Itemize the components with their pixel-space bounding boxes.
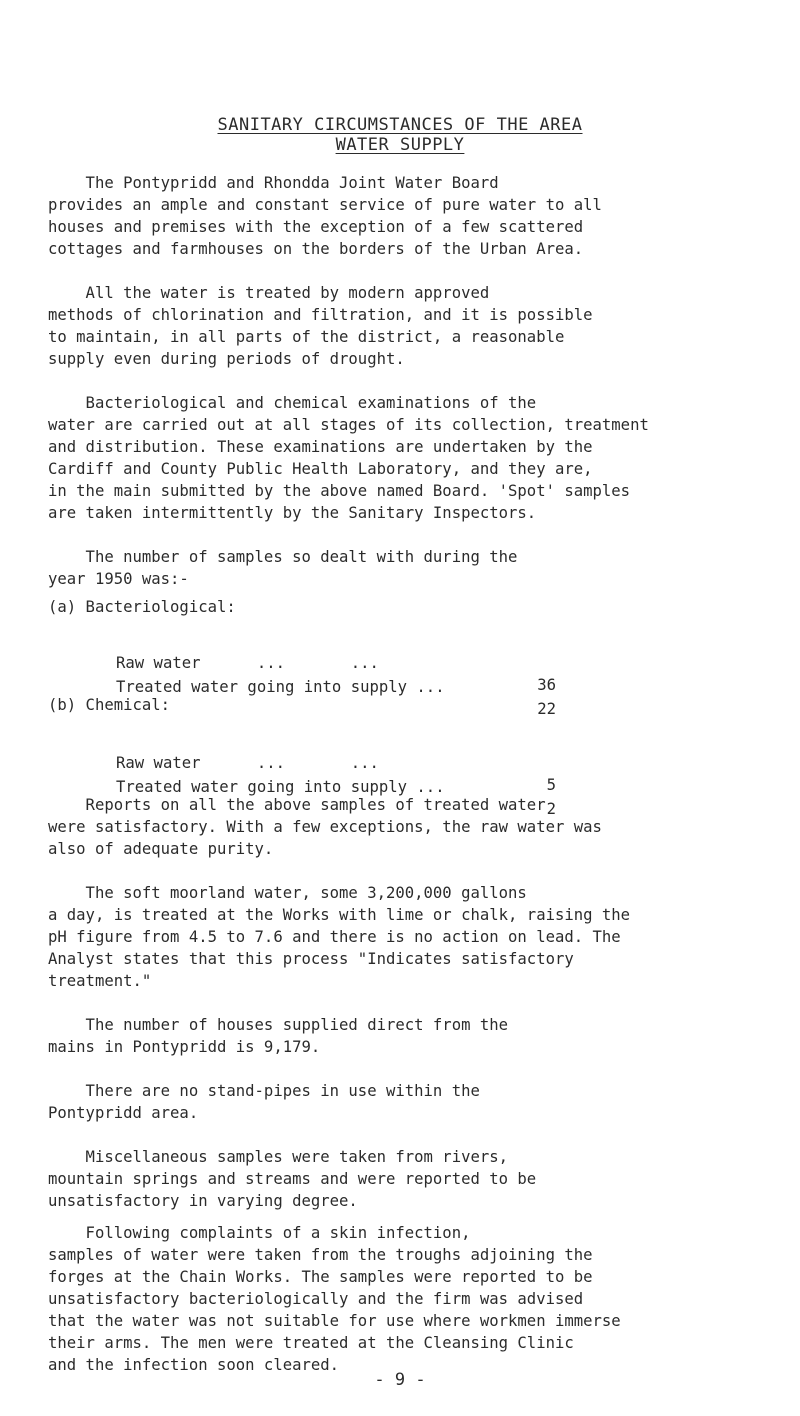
paragraph-examinations: Bacteriological and chemical examinations of the water are carried out at all stages of its collection, treatment and distribution. These examinations are undertaken by the Cardiff and County Public Health Laboratory, and they are, in the main submitted by the above named Board. 'Spot' samples are taken intermittently by the Sanitary Inspectors. bbox=[48, 394, 649, 522]
row-label: Treated water going into supply ... bbox=[116, 678, 445, 696]
paragraph-stand-pipes: There are no stand-pipes in use within the Pontypridd area. bbox=[48, 1082, 480, 1122]
paragraph-houses-supplied: The number of houses supplied direct from the mains in Pontypridd is 9,179. bbox=[48, 1016, 509, 1056]
section-subheading bbox=[0, 134, 800, 156]
row-value: 36 bbox=[537, 676, 556, 694]
section-title: SANITARY CIRCUMSTANCES OF THE AREA bbox=[217, 115, 583, 135]
page-number: - 9 - bbox=[374, 1370, 426, 1390]
row-label: Treated water going into supply ... bbox=[116, 778, 445, 796]
paragraph-reports: Reports on all the above samples of treated water were satisfactory. With a few exceptions, the raw water was also of adequate purity. bbox=[48, 796, 602, 858]
row-label: Raw water ... ... bbox=[116, 754, 379, 772]
chemical-label: (b) Chemical: bbox=[48, 696, 171, 714]
row-value: 22 bbox=[537, 700, 556, 718]
section-heading bbox=[0, 114, 800, 136]
row-value: 2 bbox=[546, 800, 556, 818]
paragraph-treatment-methods: All the water is treated by modern approved methods of chlorination and filtration, and it is possible to maintain, in all parts of the district, a reasonable supply even during periods of drought. bbox=[48, 284, 593, 368]
row-label: Raw water ... ... bbox=[116, 654, 379, 672]
paragraph-sample-count-intro: The number of samples so dealt with during the year 1950 was:- bbox=[48, 548, 518, 588]
paragraph-skin-infection: Following complaints of a skin infection, samples of water were taken from the troughs adjoining the forges at the Chain Works. The samples were reported to be unsatisfactory bacteriologically and the firm was advised that the water was not suitable for use where workmen immerse their arms. The men were treated at the Cleansing Clinic and the infection soon cleared. bbox=[48, 1224, 621, 1374]
paragraph-water-board: The Pontypridd and Rhondda Joint Water Board provides an ample and constant service of pure water to all houses and premises with the exception of a few scattered cottages and farmhouses on the borders of the Urban Area. bbox=[48, 174, 602, 258]
bacteriological-label: (a) Bacteriological: bbox=[48, 598, 236, 616]
table-row bbox=[116, 654, 556, 742]
section-subtitle: WATER SUPPLY bbox=[335, 135, 465, 155]
paragraph-miscellaneous: Miscellaneous samples were taken from rivers, mountain springs and streams and were reported to be unsatisfactory in varying degree. bbox=[48, 1148, 537, 1210]
row-value: 5 bbox=[546, 776, 556, 794]
paragraph-soft-water: The soft moorland water, some 3,200,000 gallons a day, is treated at the Works with lime or chalk, raising the pH figure from 4.5 to 7.6 and there is no action on lead. The Analyst states that this process "Indicates satisfactory treatment." bbox=[48, 884, 631, 990]
